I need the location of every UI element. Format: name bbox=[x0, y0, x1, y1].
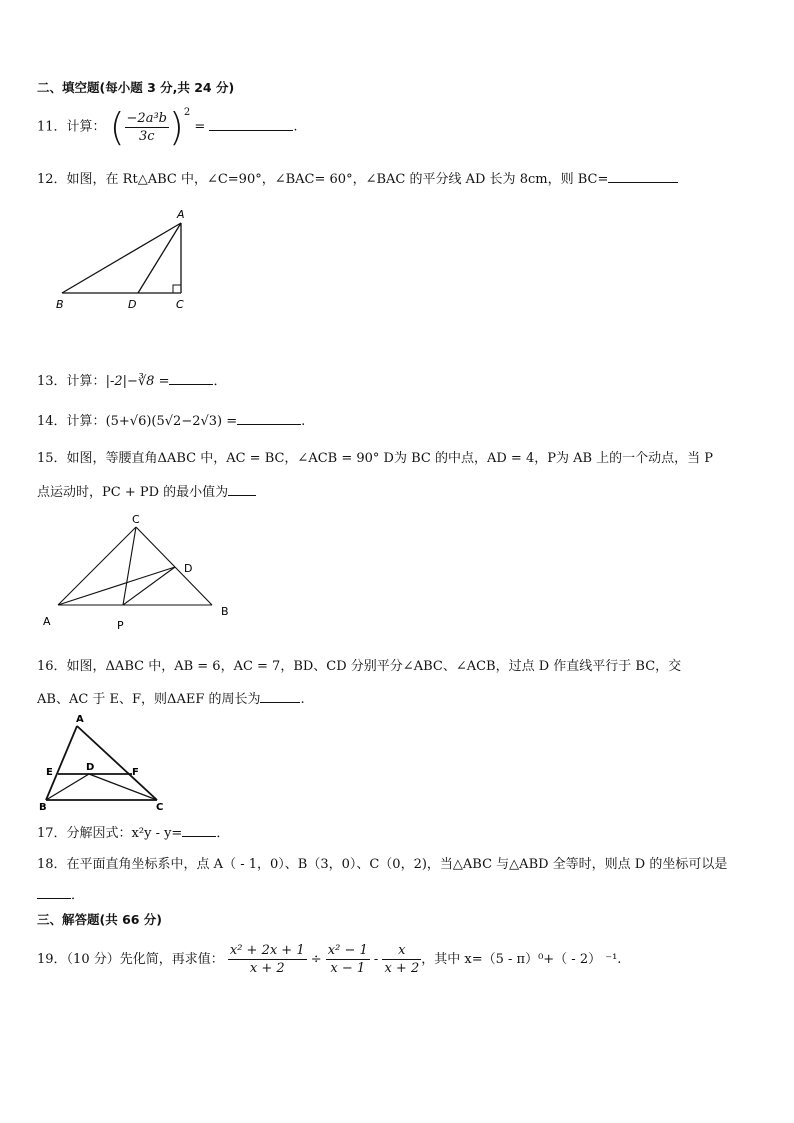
segment-cd bbox=[89, 774, 157, 800]
section-title-solutions: 三、解答题(共 66 分) bbox=[37, 912, 163, 927]
expression: |-2|−∛8 = bbox=[105, 374, 170, 389]
question-number: 15． bbox=[37, 451, 67, 466]
label-c: C bbox=[156, 802, 164, 813]
answer-blank[interactable] bbox=[237, 412, 301, 425]
expression: (5+√6)(5√2−2√3) = bbox=[105, 414, 238, 429]
question-label: 计算： bbox=[66, 414, 106, 429]
question-number: 18． bbox=[37, 857, 67, 872]
label-a: A bbox=[76, 714, 84, 725]
answer-blank[interactable] bbox=[182, 824, 216, 837]
question-15-line-2 bbox=[37, 481, 256, 500]
question-15-line-1 bbox=[37, 447, 713, 466]
question-text-cont: AB、AC 于 E、F，则ΔAEF 的周长为 bbox=[37, 692, 261, 707]
answer-blank[interactable] bbox=[209, 118, 293, 131]
denominator: x − 1 bbox=[330, 961, 366, 976]
numerator: x bbox=[382, 942, 421, 960]
label-b: B bbox=[56, 298, 64, 311]
fraction-3 bbox=[382, 942, 421, 977]
label-b: B bbox=[39, 802, 47, 813]
denominator: x + 2 bbox=[249, 961, 285, 976]
question-label: 计算： bbox=[66, 374, 106, 389]
question-number: 16． bbox=[37, 659, 67, 674]
question-number: 11． bbox=[37, 119, 67, 135]
section-title-fill-in: 二、填空题(每小题 3 分,共 24 分) bbox=[37, 80, 235, 95]
question-number: 13． bbox=[37, 374, 67, 389]
label-c: C bbox=[176, 298, 184, 311]
label-d: D bbox=[184, 562, 193, 575]
numerator: x² + 2x + 1 bbox=[229, 943, 305, 958]
label-c: C bbox=[132, 513, 140, 526]
label-a: A bbox=[177, 208, 185, 221]
question-14: 14．计算：(5+√6)(5√2−2√3) = . bbox=[37, 414, 306, 429]
label-d: D bbox=[128, 298, 137, 311]
question-17: 17．分解因式：x²y - y= ． bbox=[37, 826, 230, 841]
question-text-cont: 点运动时，PC + PD 的最小值为 bbox=[37, 485, 229, 500]
left-paren: ( bbox=[109, 105, 125, 149]
question-11: 11．计算： ( $\frac{\text{−2a³b}}{3c}$ )$^2$ = . bbox=[37, 105, 298, 149]
label-e: E bbox=[46, 767, 53, 778]
question-18 bbox=[37, 853, 727, 872]
answer-blank[interactable] bbox=[608, 170, 678, 183]
question-number: 12． bbox=[37, 172, 67, 187]
answer-blank[interactable] bbox=[260, 690, 300, 703]
side-ac bbox=[58, 527, 136, 605]
figure-q15-triangle bbox=[38, 510, 238, 635]
answer-blank[interactable] bbox=[228, 483, 256, 496]
question-number: 19． bbox=[37, 952, 67, 967]
fraction bbox=[125, 110, 169, 145]
question-number: 14． bbox=[37, 414, 67, 429]
exponent: 2 bbox=[183, 106, 191, 118]
divide-sign: ÷ bbox=[310, 952, 322, 967]
fraction-2 bbox=[326, 942, 370, 977]
figure-q12-triangle bbox=[50, 205, 200, 315]
label-p: P bbox=[117, 619, 124, 632]
question-text: 如图，ΔABC 中，AB = 6，AC = 7，BD、CD 分别平分∠ABC、∠ACB，过点 D 作直线平行于 BC，交 bbox=[66, 659, 682, 674]
label-d: D bbox=[86, 762, 95, 773]
segment-ad bbox=[138, 223, 181, 293]
segment-pd bbox=[123, 567, 175, 605]
fraction-1 bbox=[228, 942, 307, 977]
side-ab bbox=[46, 726, 77, 800]
question-text: 如图，等腰直角ΔABC 中，AC = BC，∠ACB = 90° D为 BC 的中点，AD = 4，P为 AB 上的一个动点，当 P bbox=[66, 451, 714, 466]
numerator: x² − 1 bbox=[327, 943, 368, 958]
question-16-line-1 bbox=[37, 655, 681, 674]
question-19 bbox=[37, 942, 621, 977]
side-ab bbox=[62, 223, 181, 293]
equals-sign: = bbox=[194, 119, 206, 135]
question-label: 计算： bbox=[66, 119, 106, 135]
segment-ad bbox=[58, 567, 175, 605]
side-bc bbox=[136, 527, 212, 605]
denominator: 3c bbox=[138, 128, 155, 144]
figure-q16-triangle bbox=[38, 712, 178, 814]
question-text: 在平面直角坐标系中，点 A（ - 1，0）、B（3，0）、C（0，2)，当△ABC 与△ABD 全等时，则点 D 的坐标可以是 bbox=[66, 857, 728, 872]
question-suffix: ，其中 x=（5 - π）⁰+（ - 2） ⁻¹. bbox=[421, 952, 622, 967]
denominator: x + 2 bbox=[384, 961, 420, 976]
question-text: 如图，在 Rt△ABC 中，∠C=90°，∠BAC= 60°，∠BAC 的平分线 AD 长为 8cm，则 BC= bbox=[66, 172, 609, 187]
label-b: B bbox=[221, 605, 229, 618]
question-text: 分解因式：x²y - y= bbox=[66, 826, 183, 841]
question-prefix: （10 分）先化简，再求值： bbox=[66, 952, 224, 967]
question-number: 17． bbox=[37, 826, 67, 841]
question-18-blank-line: ． bbox=[37, 884, 84, 903]
label-f: F bbox=[132, 767, 139, 778]
minus-sign: - bbox=[373, 952, 379, 967]
question-16-line-2: AB、AC 于 E、F，则ΔAEF 的周长为 . bbox=[37, 692, 305, 707]
answer-blank[interactable] bbox=[37, 886, 71, 899]
answer-blank[interactable] bbox=[169, 372, 213, 385]
question-13: 13．计算：|-2|−∛8 = ． bbox=[37, 374, 227, 389]
numerator: −2a³b bbox=[126, 110, 167, 126]
right-angle-mark bbox=[173, 285, 181, 293]
question-12 bbox=[37, 168, 678, 187]
right-paren: ) bbox=[168, 105, 184, 149]
label-a: A bbox=[43, 615, 51, 628]
